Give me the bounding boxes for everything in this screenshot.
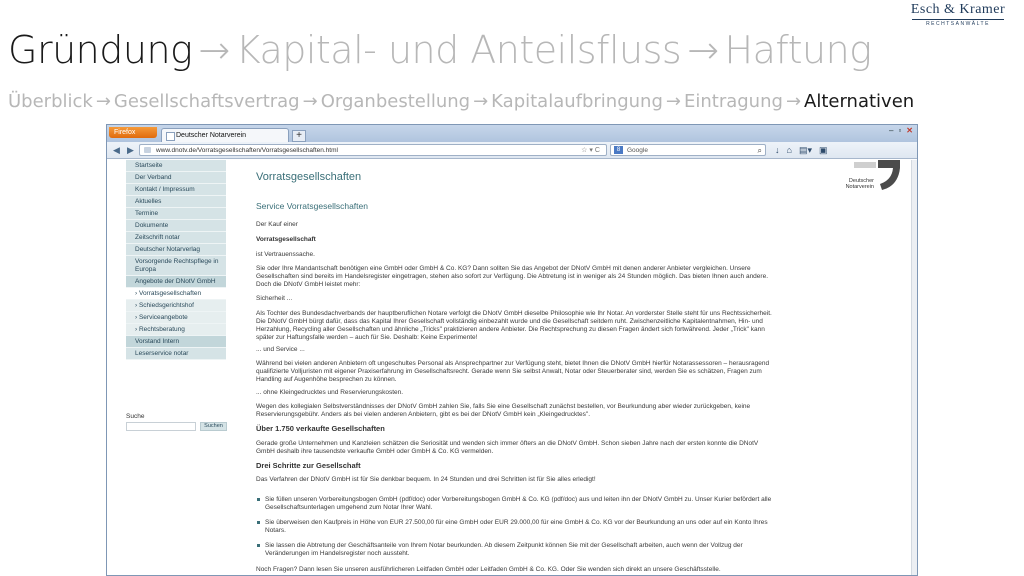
company-logo xyxy=(910,2,1006,27)
arrow-right-icon: → xyxy=(95,91,111,112)
toolbar-icons xyxy=(775,145,827,156)
forward-icon[interactable]: ▶ xyxy=(127,144,134,155)
headline-step-kapital: Kapital- und Anteilsfluss xyxy=(235,28,682,72)
firefox-menu-button[interactable]: Firefox xyxy=(109,127,157,138)
browser-window xyxy=(106,124,918,576)
url-text: www.dnotv.de/Vorratsgesellschaften/Vorratsgesellschaften.html xyxy=(156,147,338,154)
tab-bar xyxy=(107,125,917,142)
tab-deutscher-notarverein[interactable]: Deutscher Notarverein xyxy=(161,128,289,142)
paragraph-verkaufte: Gerade große Unternehmen und Kanzleien schätzen die Seriosität und wenden sich immer öfters an die DNotV GmbH. Schon sieben Jahre nach der ersten konnte die DNotV GmbH deshalb ihre tausendste verkaufte GmbH oder GmbH & Co. KG vermelden. xyxy=(256,440,759,455)
headline-current: Gründung xyxy=(8,28,193,72)
heading-drei-schritte: Drei Schritte zur Gesellschaft xyxy=(256,461,361,470)
page-viewport xyxy=(107,160,918,576)
sub-step-ueberblick: Überblick xyxy=(8,91,93,112)
window-controls xyxy=(889,126,913,135)
page-title: Vorratsgesellschaften xyxy=(256,171,362,183)
arrow-right-icon: → xyxy=(198,28,230,72)
heading-verkaufte-gesellschaften: Über 1.750 verkaufte Gesellschaften xyxy=(256,424,385,433)
logo-name: Esch & Kramer xyxy=(910,2,1006,17)
paragraph-verfahren: Das Verfahren der DNotV GmbH ist für Sie denkbar bequem. In 24 Stunden und drei Schritten ist für Sie alles erledigt! xyxy=(256,476,596,483)
arrow-right-icon: → xyxy=(302,91,318,112)
arrow-right-icon: → xyxy=(687,28,719,72)
logo-subtitle: RECHTSANWÄLTE xyxy=(926,21,990,27)
headline-breadcrumb xyxy=(8,28,872,72)
nav-angebote-dnotv[interactable]: Angebote der DNotV GmbH xyxy=(126,276,226,288)
arrow-right-icon: → xyxy=(785,91,802,112)
list-item: Sie füllen unseren Vorbereitungsbogen GmbH (pdf/doc) oder Vorbereitungsbogen GmbH & Co. KG (pdf/doc) aus und leiten ihn der DNotV GmbH zu. Unser Kurier befördert alle Gesellschaftsunterlagen umgehend zum Notar Ihrer Wahl. xyxy=(256,496,774,512)
arrow-right-icon: → xyxy=(473,91,489,112)
navigation-toolbar xyxy=(107,142,917,159)
back-icon[interactable]: ◀ xyxy=(113,144,120,155)
url-bar[interactable] xyxy=(139,144,607,156)
paragraph-service: Während bei vielen anderen Anbietern oft ungeschultes Personal als Ansprechpartner zur Verfügung steht, bietet Ihnen die DNotV GmbH hierfür Notarassessoren – herausragend qualifizierte Volljuristen mit eigener Praxiserfahrung im Gesellschaftsrecht. Gerade wenn Sie selbst Anwalt, Notar oder Steuerberater sind, werden Sie es schätzen, Fragen zum Handling auf Augenhöhe besprechen zu können. xyxy=(256,360,770,383)
intro-line-2: Vorratsgesellschaft xyxy=(256,236,316,243)
intro-line-1: Der Kauf einer xyxy=(256,221,298,228)
nav-rechtsberatung[interactable]: › Rechtsberatung xyxy=(126,324,226,336)
logo-rule xyxy=(912,19,1004,20)
nav-startseite[interactable]: Startseite xyxy=(126,160,226,172)
page-scrollbar[interactable] xyxy=(911,160,918,576)
site-search-button[interactable]: Suchen xyxy=(200,422,227,431)
nav-vorratsgesellschaften[interactable]: › Vorratsgesellschaften xyxy=(126,288,226,300)
nav-aktuelles[interactable]: Aktuelles xyxy=(126,196,226,208)
search-bar[interactable] xyxy=(610,144,766,156)
addon-icon[interactable]: ▣ xyxy=(818,144,828,155)
search-bar-placeholder: Google xyxy=(627,147,648,154)
close-icon[interactable]: ✕ xyxy=(906,126,913,135)
bookmark-star-icon[interactable]: ☆▾C xyxy=(581,147,602,154)
headline-step-haftung: Haftung xyxy=(724,28,872,72)
sub-step-gesellschaftsvertrag: Gesellschaftsvertrag xyxy=(113,91,300,112)
sub-step-organbestellung: Organbestellung xyxy=(320,91,471,112)
paragraph-kleingedrucktes-head: ... ohne Kleingedrucktes und Reservierungskosten. xyxy=(256,389,404,396)
nav-der-verband[interactable]: Der Verband xyxy=(126,172,226,184)
nav-vorstand-intern[interactable]: Vorstand Intern xyxy=(126,336,226,348)
list-item: Sie lassen die Abtretung der Geschäftsanteile von Ihrem Notar beurkunden. Ab diesem Zeitpunkt können Sie mit der Gesellschaft arbeiten, auch wenn der Vollzug der Veränderungen im Handelsregister noch aussteht. xyxy=(256,542,774,558)
section-title: Service Vorratsgesellschaften xyxy=(256,201,368,211)
bookmarks-icon[interactable]: ▤▾ xyxy=(798,144,812,155)
nav-dokumente[interactable]: Dokumente xyxy=(126,220,226,232)
new-tab-button[interactable]: + xyxy=(292,130,306,142)
nav-rechtspflege-europa[interactable]: Vorsorgende Rechtspflege in Europa xyxy=(126,256,226,276)
nav-termine[interactable]: Termine xyxy=(126,208,226,220)
nav-leserservice[interactable]: Leserservice notar xyxy=(126,348,226,360)
nav-kontakt-impressum[interactable]: Kontakt / Impressum xyxy=(126,184,226,196)
site-search-label: Suche xyxy=(126,413,145,420)
nav-schiedsgerichtshof[interactable]: › Schiedsgerichtshof xyxy=(126,300,226,312)
arrow-right-icon: → xyxy=(665,91,681,112)
paragraph-sicherheit: Als Tochter des Bundesdachverbands der hauptberuflichen Notare verfolgt die DNotV GmbH dieselbe Philosophie wie Ihr Notar. An vorderster Stelle steht für uns Rechtssicherheit. Die DNotV GmbH bürgt dafür, dass das Kapital Ihrer Gesellschaft vollständig einbezahlt wurde und die Gesellschaft seitdem ruht. Zwischenzeitliche Kapitalentnahmen, Hin- und Herzahlung, Recycling aller Gesellschaften und ähnliche „Tricks" praktizieren andere Anbieter. Die Rechtsprechung zu diesen Fragen ändert sich fortwährend. Jeder „Trick" kann später zur Haftungsfalle werden – auch für Sie. Deshalb: Keine Experimente! xyxy=(256,310,772,341)
sub-step-alternativen: Alternativen xyxy=(804,91,915,112)
download-icon[interactable]: ↓ xyxy=(775,144,780,155)
home-icon[interactable]: ⌂ xyxy=(786,144,792,155)
site-search-input[interactable] xyxy=(126,422,196,431)
notarverein-logo xyxy=(840,160,900,190)
sub-breadcrumb xyxy=(8,91,914,112)
intro-line-3: ist Vertrauenssache. xyxy=(256,251,315,258)
paragraph-angebot: Sie oder Ihre Mandantschaft benötigen eine GmbH oder GmbH & Co. KG? Dann sollten Sie das Angebot der DNotV GmbH mit denen anderer Anbieter vergleichen. Unsere Gesellschaften sind bereits im Handelsregister eingetragen, stehen also sofort zur Verfügung. Die Abtretung ist in weniger als 24 Stunden möglich. Das bieten Ihnen auch andere. Doch die DNotV GmbH leistet mehr: xyxy=(256,265,768,288)
nav-serviceangebote[interactable]: › Serviceangebote xyxy=(126,312,226,324)
maximize-icon[interactable]: ▫ xyxy=(898,126,902,135)
site-sidebar-nav xyxy=(126,160,226,360)
list-item: Sie überweisen den Kaufpreis in Höhe von EUR 27.500,00 für eine GmbH oder EUR 29.000,00 für eine GmbH & Co. KG vor der Beurkundung an uns oder auf ein Konto Ihres Notars. xyxy=(256,519,774,535)
search-icon[interactable]: ⌕ xyxy=(757,146,762,155)
nav-zeitschrift-notar[interactable]: Zeitschrift notar xyxy=(126,232,226,244)
paragraph-fragen: Noch Fragen? Dann lesen Sie unseren ausführlicheren Leitfaden GmbH oder Leitfaden GmbH & Co. KG. Oder Sie wenden sich direkt an unsere Geschäftsstelle. xyxy=(256,566,721,573)
sub-step-eintragung: Eintragung xyxy=(683,91,783,112)
paragraph-service-head: ... und Service ... xyxy=(256,346,305,353)
sub-step-kapitalaufbringung: Kapitalaufbringung xyxy=(491,91,663,112)
notarverein-logo-text: Deutscher Notarverein xyxy=(845,178,874,190)
paragraph-sicherheit-head: Sicherheit ... xyxy=(256,295,293,302)
nav-notarverlag[interactable]: Deutscher Notarverlag xyxy=(126,244,226,256)
paragraph-kleingedrucktes: Wegen des kollegialen Selbstverständnisses der DNotV GmbH zahlen Sie, falls Sie eine Gesellschaft zunächst bestellen, vor Beurkundung aber wieder zurückgeben, keine Reservierungsgebühr. Anders als bei vielen anderen Anbietern, gibt es bei der DNotV GmbH kein „Kleingedrucktes". xyxy=(256,403,751,418)
minimize-icon[interactable]: – xyxy=(889,126,894,135)
